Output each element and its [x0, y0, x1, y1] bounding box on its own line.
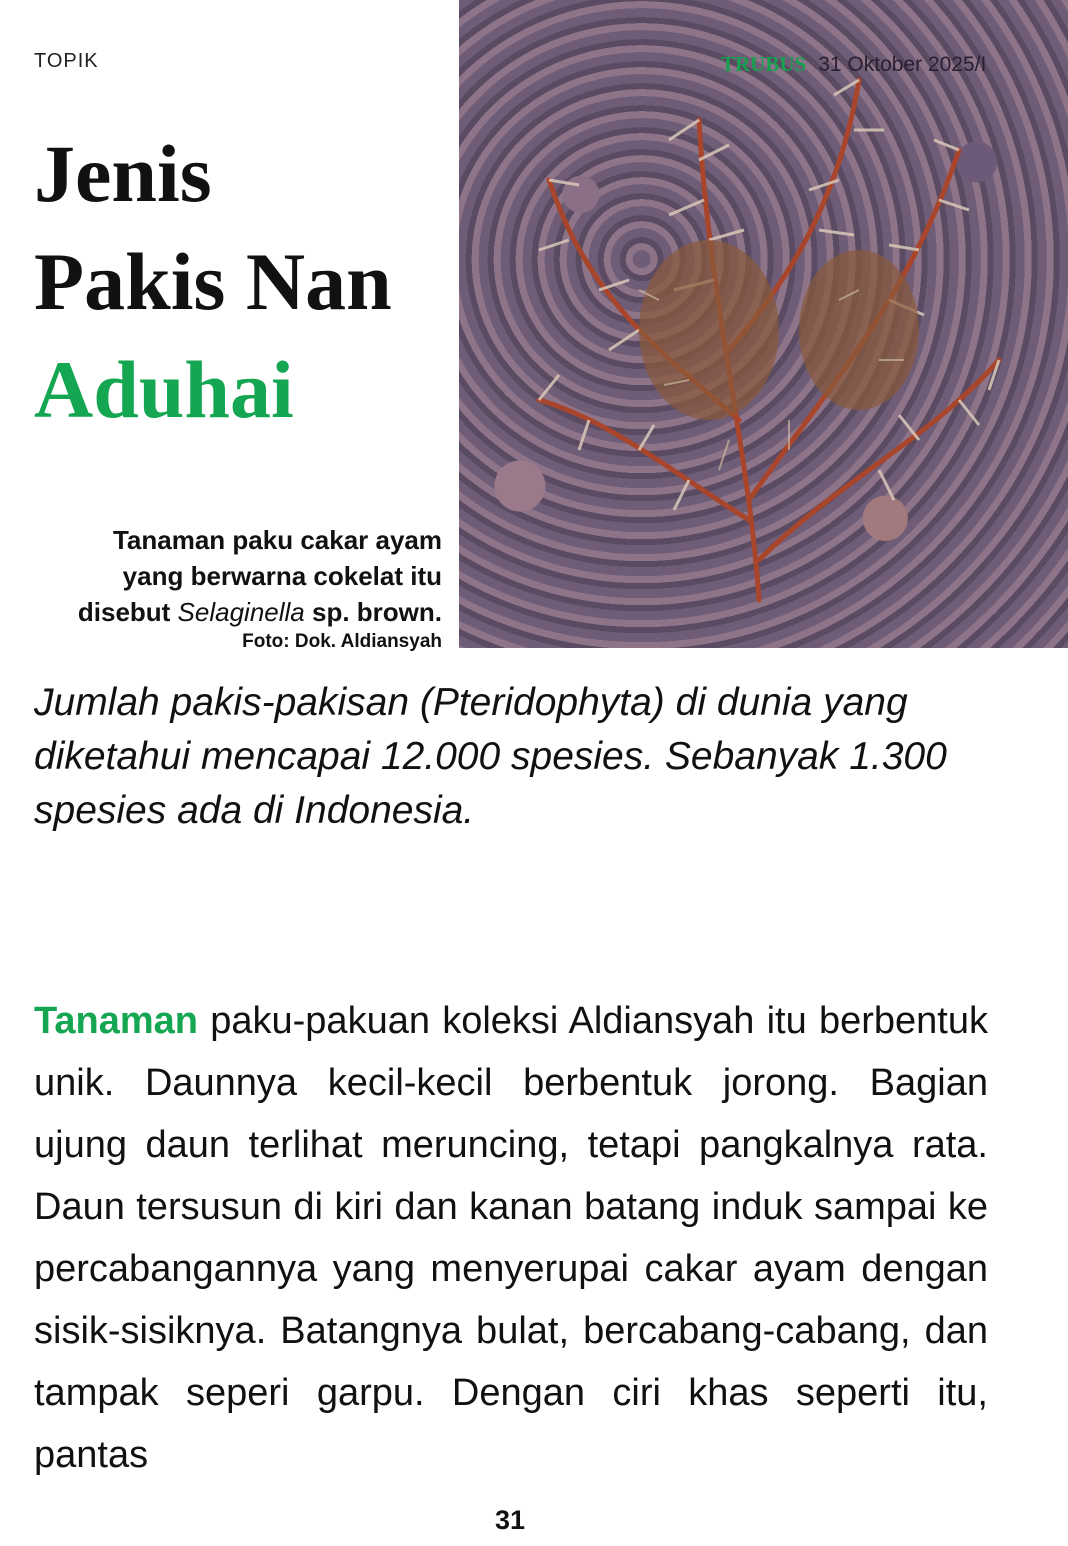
caption-text: disebut [77, 597, 178, 627]
lead-paragraph: Jumlah pakis-pakisan (Pteridophyta) di dunia yang diketahui mencapai 12.000 spesies. Sebanyak 1.300 spesies ada di Indonesia. [34, 681, 947, 832]
photo-credit: Foto: Dok. Aldiansyah [242, 631, 442, 652]
title-line: Pakis Nan [34, 236, 392, 327]
brand-logo: TRUBUS [721, 52, 807, 76]
issue-date: 31 Oktober 2025/I [818, 53, 987, 76]
caption-line: Tanaman paku cakar ayam [112, 525, 442, 555]
caption-text: sp. brown. [304, 597, 442, 627]
fern-photo [459, 0, 1068, 648]
caption-line [78, 594, 442, 630]
publication-header [721, 52, 986, 77]
photo-caption [78, 522, 442, 654]
species-name: Selaginella [177, 597, 305, 627]
section-label: TOPIK [34, 50, 99, 72]
first-word: Tanaman [34, 1000, 199, 1042]
title-line: Jenis [34, 128, 212, 219]
page-number: 31 [494, 1505, 526, 1535]
page-title [34, 120, 392, 444]
body-paragraph [34, 990, 988, 1486]
caption-line: yang berwarna cokelat itu [122, 561, 442, 591]
fern-illustration [459, 0, 1068, 648]
body-text: paku-pakuan koleksi Aldiansyah itu berbentuk unik. Daunnya kecil-kecil berbentuk jorong. Bagian ujung daun terlihat meruncing, tetapi pangkalnya rata. Daun tersusun di kiri dan kanan batang induk sampai ke percabangannya yang menyerupai cakar ayam dengan sisik-sisiknya. Batangnya bulat, bercabang-cabang, dan tampak seperi garpu. Dengan ciri khas seperti itu, pantas [34, 1000, 988, 1476]
title-highlight: Aduhai [34, 344, 294, 435]
